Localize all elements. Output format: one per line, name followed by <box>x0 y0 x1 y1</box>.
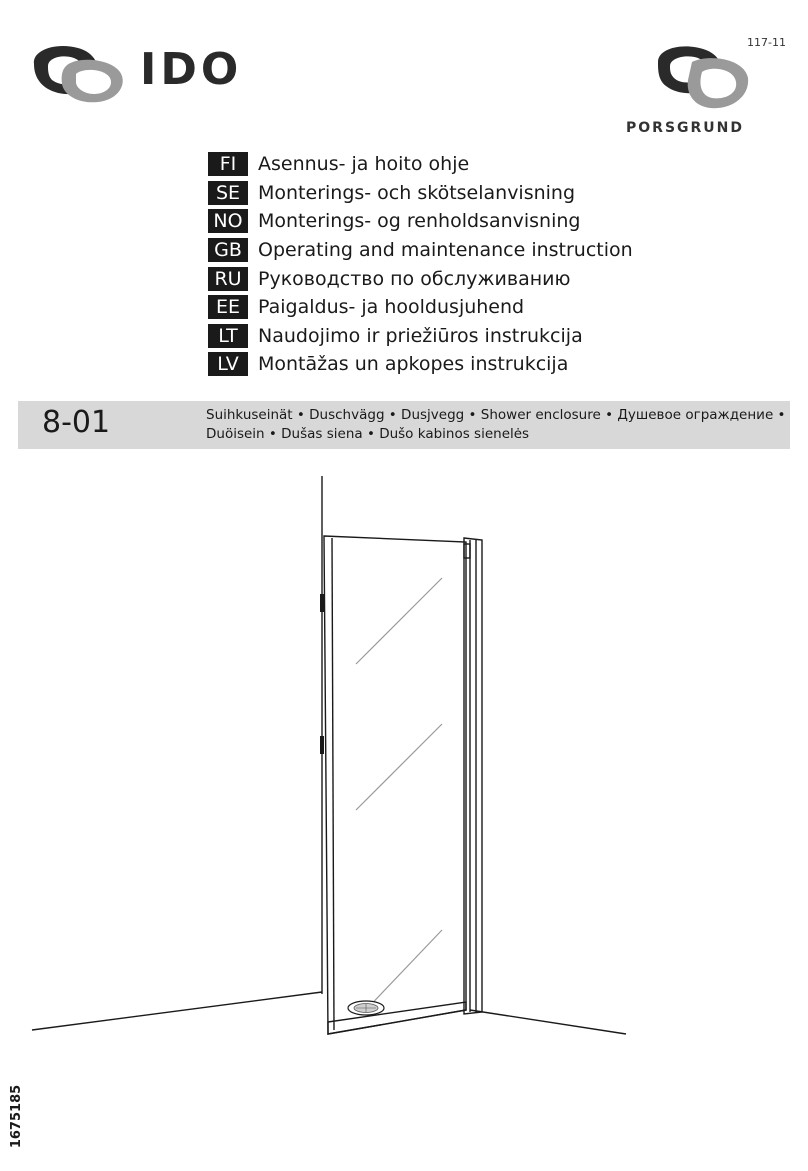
shower-enclosure-illustration <box>30 474 630 1044</box>
language-code-badge: LV <box>208 352 248 376</box>
product-code <box>9 1075 42 1165</box>
language-code-badge: EE <box>208 295 248 319</box>
hinge-top-icon <box>320 594 324 612</box>
language-code-badge: GB <box>208 238 248 262</box>
language-code-badge: RU <box>208 267 248 291</box>
language-title: Monterings- och skötselanvisning <box>258 181 576 204</box>
language-row-no <box>208 207 633 236</box>
language-row-gb <box>208 236 633 265</box>
language-title: Руководство по обслуживанию <box>258 267 571 290</box>
product-code-text: 1675185 <box>9 1084 25 1149</box>
language-title: Asennus- ja hoito ohje <box>258 153 470 176</box>
language-row-ee <box>208 293 633 322</box>
language-row-fi <box>208 150 633 179</box>
language-code-badge: NO <box>208 209 248 233</box>
product-names <box>206 406 786 444</box>
language-row-se <box>208 179 633 208</box>
language-code-badge: FI <box>208 152 248 176</box>
porsgrund-brand-name: PORSGRUND <box>626 120 745 136</box>
floor-drain-icon <box>348 1001 384 1015</box>
hinge-bottom-icon <box>320 736 324 754</box>
document-code: 117-11 <box>747 36 786 49</box>
language-row-ru <box>208 264 633 293</box>
language-row-lt <box>208 322 633 351</box>
language-title: Naudojimo ir priežiūros instrukcija <box>258 324 583 347</box>
porsgrund-logo-icon <box>648 40 758 120</box>
language-title: Montāžas un apkopes instrukcija <box>258 353 569 376</box>
product-names-line-1: Suihkuseinät • Duschvägg • Dusjvegg • Shower enclosure • Душевое ограждение • <box>206 407 786 423</box>
language-code-badge: SE <box>208 181 248 205</box>
language-title: Paigaldus- ja hooldusjuhend <box>258 296 525 319</box>
language-row-lv <box>208 350 633 379</box>
ido-brand-name: IDO <box>140 44 243 95</box>
language-title: Operating and maintenance instruction <box>258 239 633 262</box>
language-code-badge: LT <box>208 324 248 348</box>
product-names-line-2: Duöisein • Dušas siena • Dušo kabinos sienelės <box>206 426 530 442</box>
language-title: Monterings- og renholdsanvisning <box>258 210 581 233</box>
language-list <box>208 150 633 379</box>
model-number: 8-01 <box>42 405 111 440</box>
